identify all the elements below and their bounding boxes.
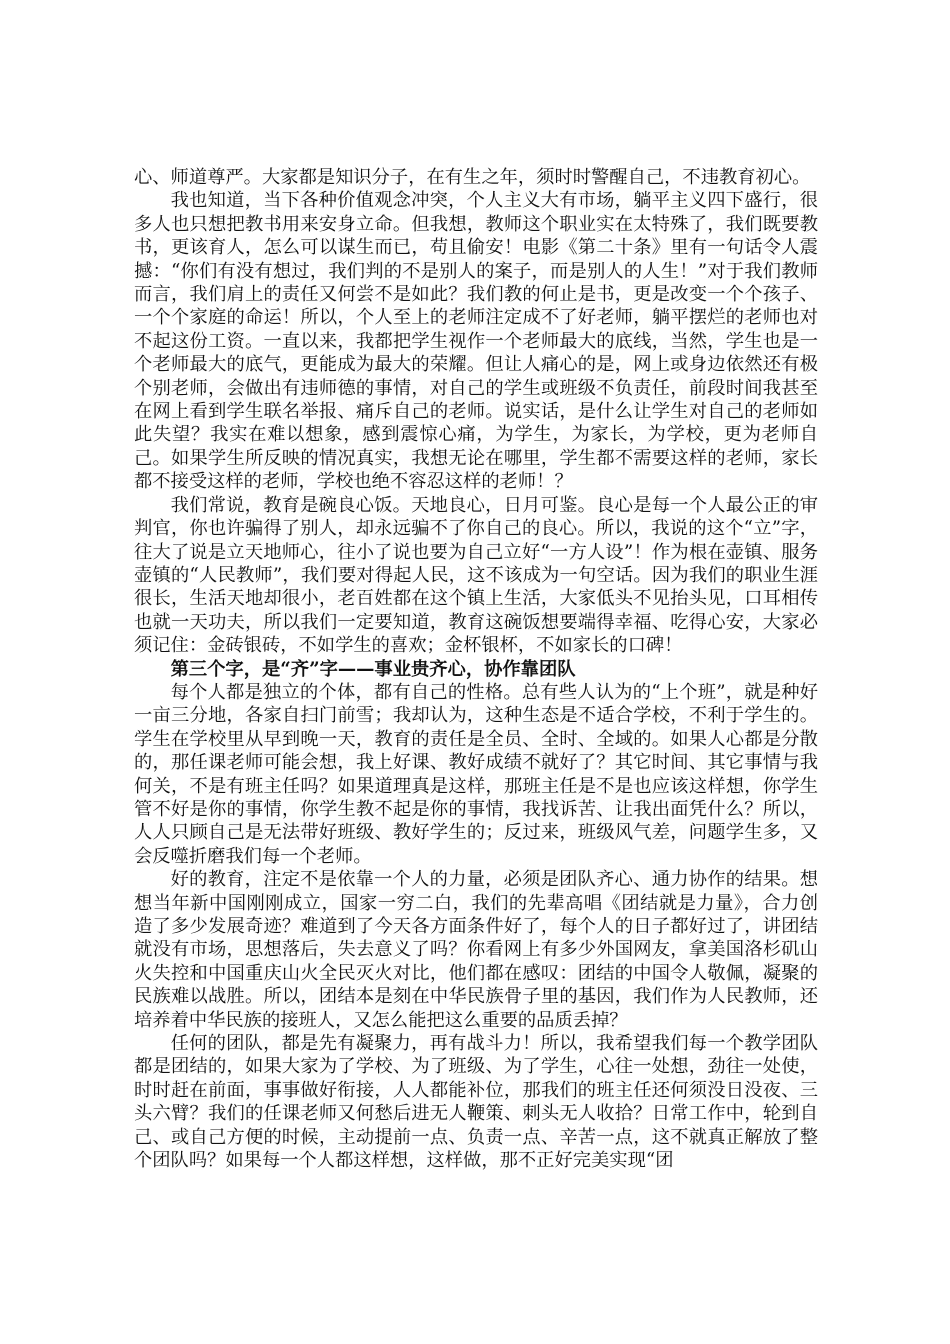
paragraph-body: 每个人都是独立的个体，都有自己的性格。总有些人认为的“上个班”，就是种好一亩三分地，各家自扫门前雪；我却认为，这种生态是不适合学校，不利于学生的。学生在学校里从早到晚一天，教育的责任是全员、全时、全域的。如果人心都是分散的，那任课老师可能会想，我上好课、教好成绩不就好了？其它时间、其它事情与我何关，不是有班主任吗？如果道理真是这样，那班主任是不是也应该这样想，你学生管不好是你的事情，你学生教不起是你的事情，我找诉苦、让我出面凭什么？所以，人人只顾自己是无法带好班级、教好学生的；反过来，班级风气差，问题学生多，又会反噬折磨我们每一个老师。: [134, 681, 818, 867]
paragraph-body: 我们常说，教育是碗良心饭。天地良心，日月可鉴。良心是每一个人最公正的审判官，你也许骗得了别人，却永远骗不了你自己的良心。所以，我说的这个“立”字，往大了说是立天地师心，往小了说也要为自己立好“一方人设”！作为根在壶镇、服务壶镇的“人民教师”，我们要对得起人民，这不该成为一句空话。因为我们的职业生涯很长，生活天地却很小，老百姓都在这个镇上生活，大家低头不见抬头见，口耳相传也就一天功夫，所以我们一定要知道，教育这碗饭想要端得幸福、吃得心安，大家必须记住：金砖银砖，不如学生的喜欢；金杯银杯，不如家长的口碑！: [134, 494, 818, 657]
paragraph-continuation: 心、师道尊严。大家都是知识分子，在有生之年，须时时警醒自己，不违教育初心。: [134, 167, 811, 188]
document-page: [134, 166, 818, 1172]
paragraph-body: 我也知道，当下各种价值观念冲突，个人主义大有市场，躺平主义四下盛行，很多人也只想把教书用来安身立命。但我想，教师这个职业实在太特殊了，我们既要教书，更该育人，怎么可以谋生而已，苟且偷安！电影《第二十条》里有一句话令人震撼：“你们有没有想过，我们判的不是别人的案子，而是别人的人生！”对于我们教师而言，我们肩上的责任又何尝不是如此？我们教的何止是书，更是改变一个个孩子、一个个家庭的命运！所以，个人至上的老师注定成不了好老师，躺平摆烂的老师也对不起这份工资。一直以来，我都把学生视作一个老师最大的底线，当然，学生也是一个老师最大的底气，更能成为最大的荣耀。但让人痛心的是，网上或身边依然还有极个别老师，会做出有违师德的事情，对自己的学生或班级不负责任，前段时间我甚至在网上看到学生联名举报、痛斥自己的老师。说实话，是什么让学生对自己的老师如此失望？我实在难以想象，感到震惊心痛，为学生，为家长，为学校，更为老师自己。如果学生所反映的情况真实，我想无论在哪里，学生都不需要这样的老师，家长都不接受这样的老师，学校也绝不容忍这样的老师！？: [134, 190, 818, 493]
section-heading: 第三个字，是“齐”字——事业贵齐心，协作靠团队: [170, 658, 576, 680]
paragraph-body: 任何的团队，都是先有凝聚力，再有战斗力！所以，我希望我们每一个教学团队都是团结的，如果大家为了学校、为了班级、为了学生，心往一处想，劲往一处使，时时赶在前面，事事做好衔接，人人都能补位，那我们的班主任还何须没日没夜、三头六臂？我们的任课老师又何愁后进无人鞭策、刺头无人收拾？日常工作中，轮到自己、或自己方便的时候，主动提前一点、负责一点、辛苦一点，这不就真正解放了整个团队吗？如果每一个人都这样想，这样做，那不正好完美实现“团: [134, 1033, 818, 1172]
paragraph-body: 好的教育，注定不是依靠一个人的力量，必须是团队齐心、通力协作的结果。想想当年新中国刚刚成立，国家一穷二白，我们的先辈高唱《团结就是力量》，合力创造了多少发展奇迹？难道到了今天各方面条件好了，每个人的日子都好过了，讲团结就没有市场，思想落后，失去意义了吗？你看网上有多少外国网友，拿美国洛杉矶山火失控和中国重庆山火全民灭火对比，他们都在感叹：团结的中国令人敬佩，凝聚的民族难以战胜。所以，团结本是刻在中华民族骨子里的基因，我们作为人民教师，还培养着中华民族的接班人，又怎么能把这么重要的品质丢掉？: [134, 869, 818, 1031]
